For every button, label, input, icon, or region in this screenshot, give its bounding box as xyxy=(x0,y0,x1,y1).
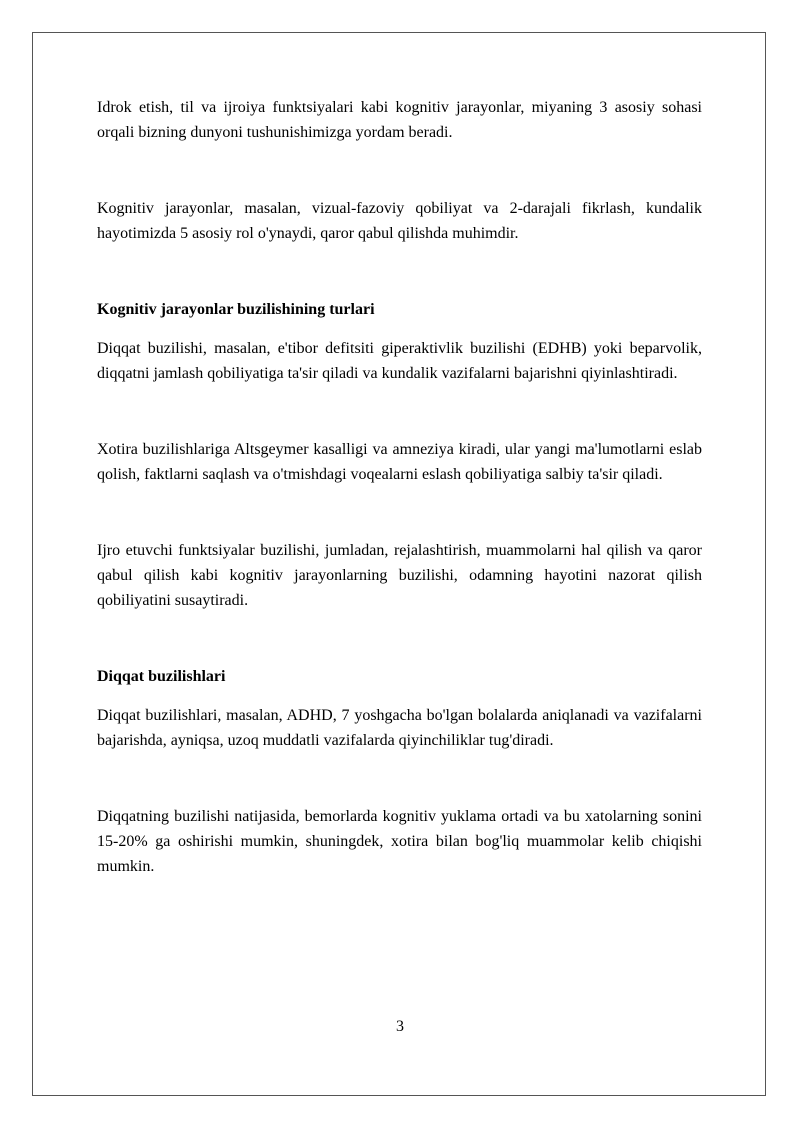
heading-attention-disorders: Diqqat buzilishlari xyxy=(97,668,226,685)
paragraph-attention-disorder: Diqqat buzilishi, masalan, e'tibor defitsiti giperaktivlik buzilishi (EDHB) yoki beparvolik, diqqatni jamlash qobiliyatiga ta'sir qiladi va kundalik vazifalarni bajarishni qiyinlashtiradi. xyxy=(97,340,702,382)
document-body xyxy=(97,95,702,879)
paragraph-adhd: Diqqat buzilishlari, masalan, ADHD, 7 yoshgacha bo'lgan bolalarda aniqlanadi va vazifalarni bajarishda, ayniqsa, uzoq muddatli vazifalarda qiyinchiliklar tug'diradi. xyxy=(97,707,702,749)
paragraph-cognitive-load: Diqqatning buzilishi natijasida, bemorlarda kognitiv yuklama ortadi va bu xatolarning sonini 15-20% ga oshirishi mumkin, shuningdek, xotira bilan bog'liq muammolar kelib chiqishi mumkin. xyxy=(97,808,702,875)
paragraph-perception: Idrok etish, til va ijroiya funktsiyalari kabi kognitiv jarayonlar, miyaning 3 asosiy sohasi orqali bizning dunyoni tushunishimizga yordam beradi. xyxy=(97,99,702,141)
page-number: 3 xyxy=(396,1018,404,1035)
heading-disorder-types: Kognitiv jarayonlar buzilishining turlari xyxy=(97,301,375,318)
spacer xyxy=(97,386,702,437)
paragraph-executive-disorder: Ijro etuvchi funktsiyalar buzilishi, jumladan, rejalashtirish, muammolarni hal qilish va qaror qabul qilish kabi kognitiv jarayonlarning buzilishi, odamning hayotini nazorat qilish qobiliyatini susaytiradi. xyxy=(97,542,702,609)
spacer xyxy=(97,753,702,804)
spacer xyxy=(97,613,702,664)
spacer xyxy=(97,246,702,297)
paragraph-cognitive-roles: Kognitiv jarayonlar, masalan, vizual-fazoviy qobiliyat va 2-darajali fikrlash, kundalik hayotimizda 5 asosiy rol o'ynaydi, qaror qabul qilishda muhimdir. xyxy=(97,200,702,242)
spacer xyxy=(97,322,702,336)
paragraph-memory-disorder: Xotira buzilishlariga Altsgeymer kasalligi va amneziya kiradi, ular yangi ma'lumotlarni eslab qolish, faktlarni saqlash va o'tmishdagi voqealarni eslash qobiliyatiga salbiy ta'sir qiladi. xyxy=(97,441,702,483)
spacer xyxy=(97,487,702,538)
spacer xyxy=(97,689,702,703)
spacer xyxy=(97,145,702,196)
